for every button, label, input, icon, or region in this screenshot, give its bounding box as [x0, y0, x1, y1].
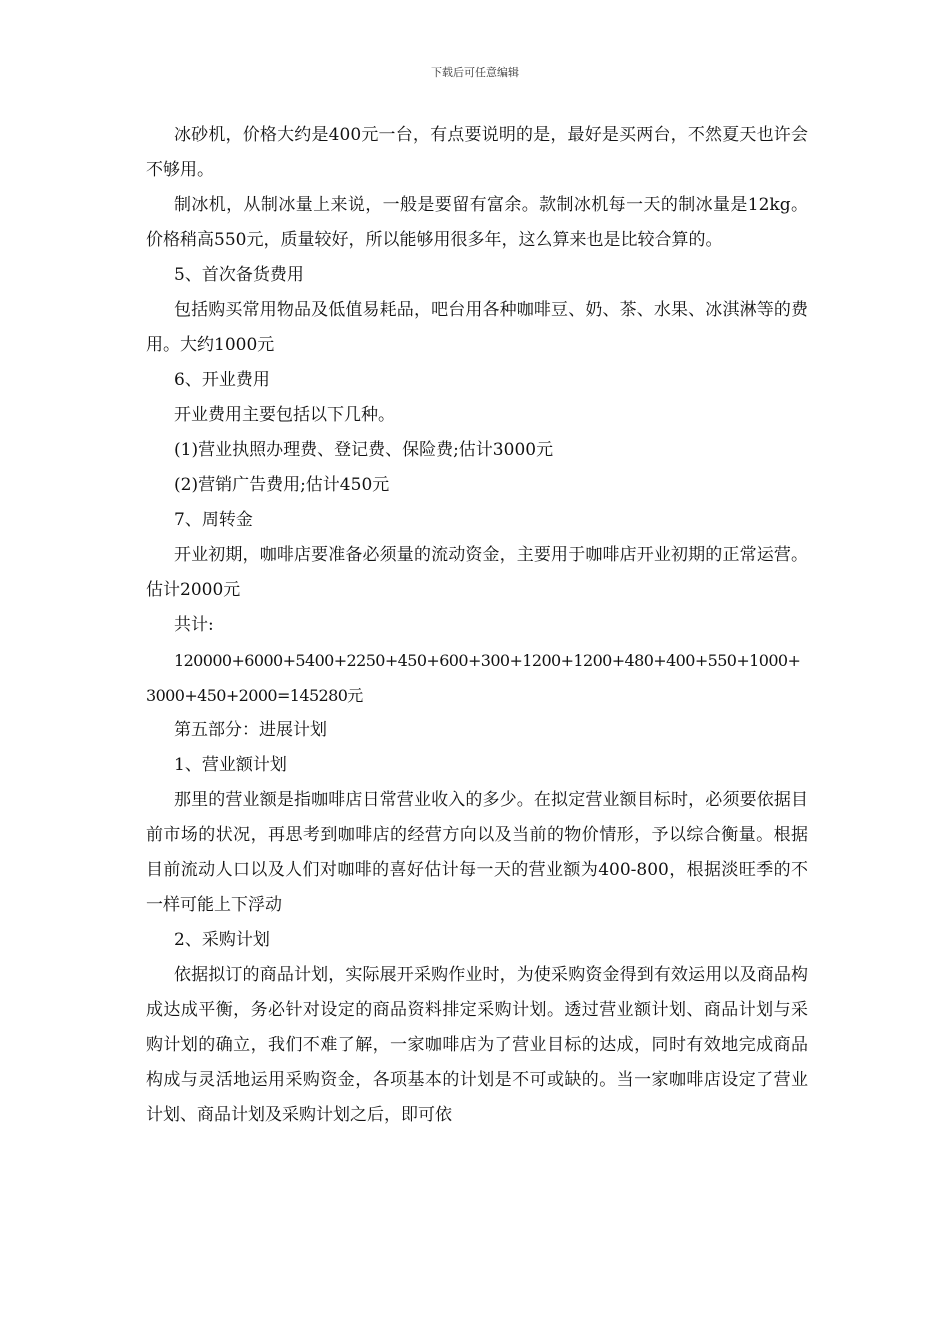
paragraph-initial-stock: 包括购买常用物品及低值易耗品，吧台用各种咖啡豆、奶、茶、水果、冰淇淋等的费用。大约1000元 [146, 300, 808, 355]
heading-revenue-plan: 1、营业额计划 [174, 755, 287, 775]
paragraph-revenue-plan: 那里的营业额是指咖啡店日常营业收入的多少。在拟定营业额目标时，必须要依据目前市场的状况，再思考到咖啡店的经营方向以及当前的物价情形，予以综合衡量。根据目前流动人口以及人们对咖啡的喜好估计每一天的营业额为400-800，根据淡旺季的不一样可能上下浮动 [146, 790, 808, 915]
page-header: 下载后可任意编辑 [431, 66, 519, 79]
heading-purchase-plan: 2、采购计划 [174, 930, 270, 950]
heading-opening-costs: 6、开业费用 [174, 370, 270, 390]
heading-working-capital: 7、周转金 [174, 510, 253, 530]
label-total: 共计: [174, 615, 214, 635]
document-body [146, 118, 808, 1133]
list-item-marketing-fees: (2)营销广告费用;估计450元 [174, 475, 390, 495]
heading-initial-stock: 5、首次备货费用 [174, 265, 304, 285]
paragraph-working-capital: 开业初期，咖啡店要准备必须量的流动资金，主要用于咖啡店开业初期的正常运营。 估计2000元 [146, 545, 808, 600]
paragraph-purchase-plan: 依据拟订的商品计划，实际展开采购作业时，为使采购资金得到有效运用以及商品构成达成平衡，务必针对设定的商品资料排定采购计划。透过营业额计划、商品计划与采购计划的确立，我们不难了解，一家咖啡店为了营业目标的达成，同时有效地完成商品构成与灵活地运用采购资金，各项基本的计划是不可或缺的。当一家咖啡店设定了营业计划、商品计划及采购计划之后，即可依 [146, 965, 808, 1125]
total-formula: 120000+6000+5400+2250+450+600+300+1200+1200+480+400+550+1000+3000+450+2000=145280元 [146, 651, 801, 705]
list-item-license-fees: (1)营业执照办理费、登记费、保险费;估计3000元 [174, 440, 554, 460]
heading-part-five: 第五部分：进展计划 [174, 720, 327, 740]
paragraph-opening-costs: 开业费用主要包括以下几种。 [174, 405, 395, 425]
paragraph-ice-maker: 制冰机，从制冰量上来说，一般是要留有富余。款制冰机每一天的制冰量是12kg。价格稍高550元，质量较好，所以能够用很多年，这么算来也是比较合算的。 [146, 195, 808, 250]
paragraph-ice-crusher: 冰砂机，价格大约是400元一台，有点要说明的是，最好是买两台，不然夏天也许会不够用。 [146, 125, 808, 180]
